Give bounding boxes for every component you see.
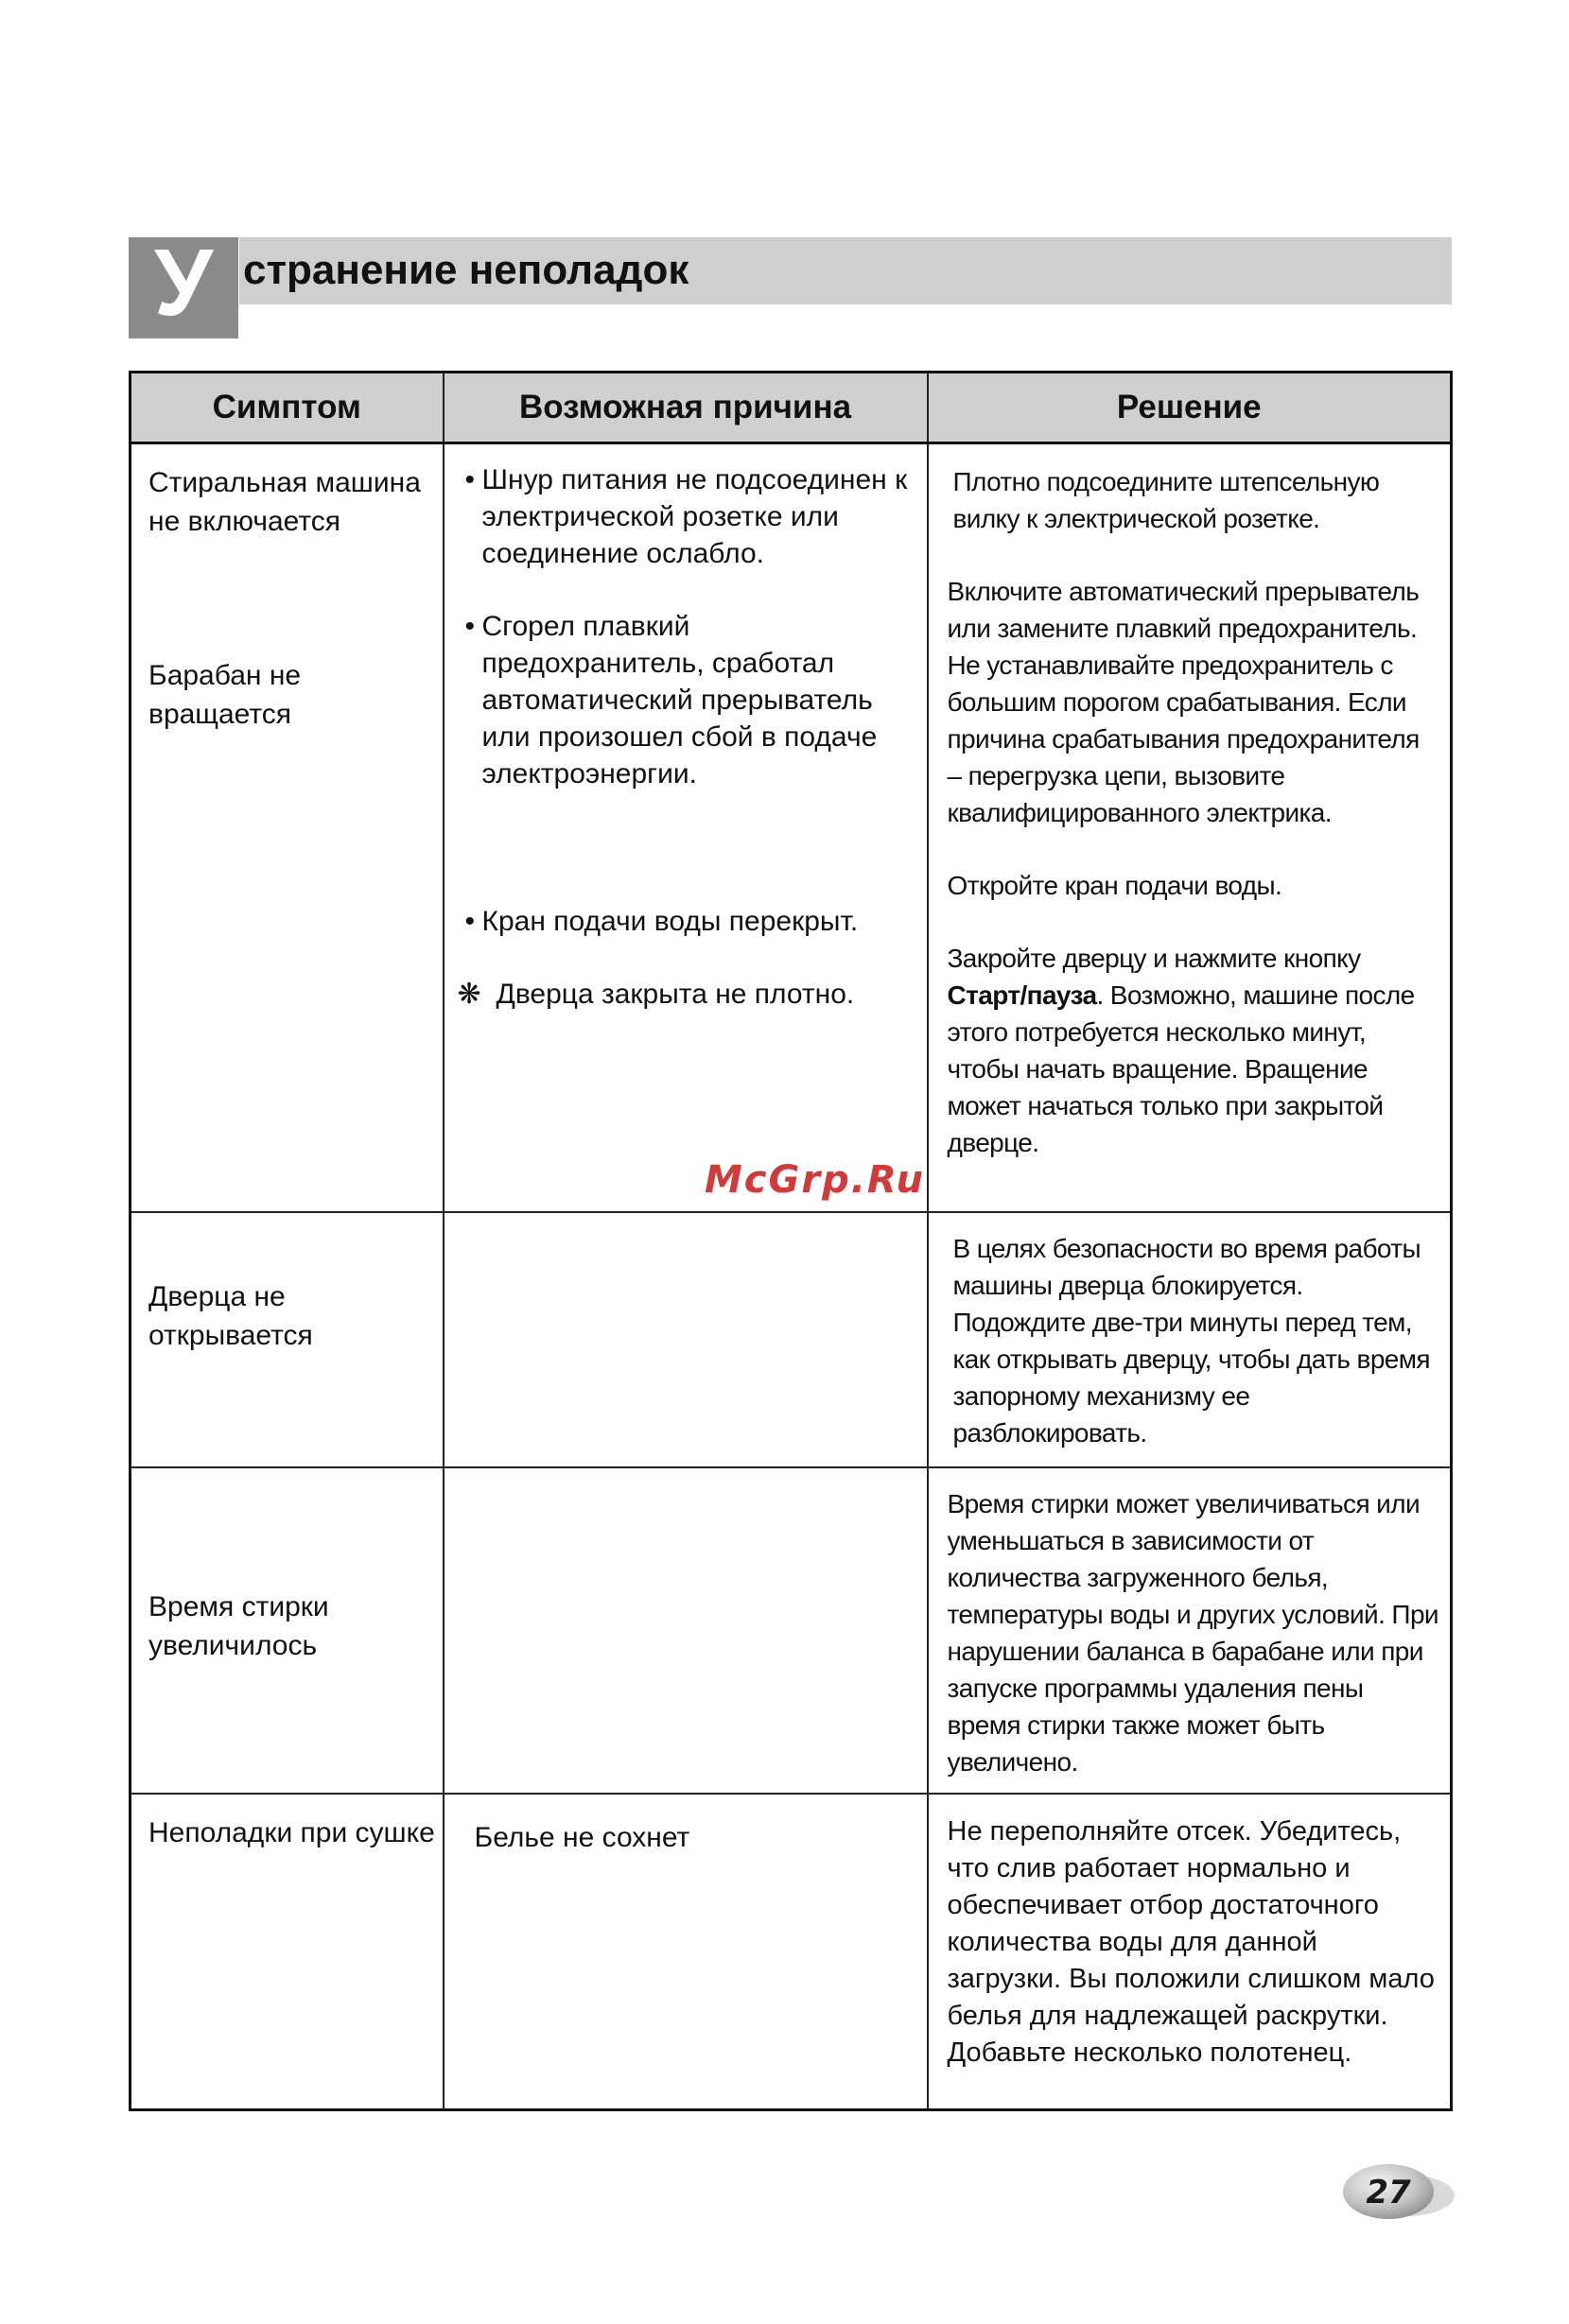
solution-text: Включите автоматический прерыватель или замените плавкий предохранитель. Не устанавливайте предохранитель с большим порогом срабатывания. Если причина срабатывания предохранителя – перегрузка цепи, вызовите квалифицированного электрика. (947, 577, 1420, 827)
cause-cell (444, 443, 928, 1212)
page-number: 27 (1366, 2174, 1411, 2211)
symptom-cell (131, 1794, 444, 2110)
solution-text-part: . Возможно, машине после этого потребуется несколько минут, чтобы начать вращение. Вращение может начаться только при закрытой дверце. (947, 980, 1415, 1157)
watermark-text: McGrp.Ru (705, 1158, 925, 1202)
solution-text: Не переполняйте отсек. Убедитесь, что слив работает нормально и обеспечивает отбор достаточного количества воды для данной загрузки. Вы положили слишком мало белья для надлежащей раскрутки. Добавьте несколько полотенец. (947, 1815, 1435, 2068)
page-title: странение неполадок (243, 247, 689, 293)
symptom-text: Время стирки увеличилось (148, 1590, 329, 1661)
cause-text: Шнур питания не подсоединен к электрической розетке или соединение ослабло. (481, 464, 908, 569)
table-row (131, 443, 1452, 1212)
solution-cell (928, 1794, 1452, 2110)
page-number-badge (1339, 2160, 1457, 2223)
solution-text: Плотно подсоедините штепсельную вилку к электрической розетке. (952, 467, 1380, 533)
cause-text: Сгорел плавкий предохранитель, сработал автоматический прерыватель или произошел сбой в подаче электроэнергии. (481, 611, 878, 789)
solution-text-part: Закройте дверцу и нажмите кнопку (947, 944, 1361, 973)
cause-text: Белье не сохнет (474, 1821, 690, 1853)
symptom-text: Стиральная машина не включается (148, 467, 421, 537)
cause-cell (444, 1794, 928, 2110)
asterisk-icon: ❋ (457, 979, 481, 1010)
symptom-cell (131, 1467, 444, 1794)
symptom-text: Дверца не открывается (148, 1280, 313, 1351)
symptom-text: Барабан не вращается (148, 660, 302, 730)
bullet-icon: • (464, 611, 476, 642)
cause-item (445, 903, 927, 940)
symptom-cell (131, 443, 444, 1212)
solution-text: В целях безопасности во время работы машины дверца блокируется. Подождите две-три минуты перед тем, как открывать дверцу, чтобы дать время запорному механизму ее разблокировать. (952, 1233, 1430, 1448)
symptom-cell (131, 1212, 444, 1467)
cause-text: Дверца закрыта не плотно. (496, 979, 855, 1010)
column-header-solution: Решение (928, 373, 1452, 443)
cause-item (445, 461, 927, 572)
cause-item (445, 976, 927, 1013)
column-header-cause: Возможная причина (444, 373, 928, 443)
solution-cell (928, 1212, 1452, 1467)
cause-cell (444, 1467, 928, 1794)
cause-text: Кран подачи воды перекрыт. (481, 906, 859, 937)
solution-text: Время стирки может увеличиваться или уменьшаться в зависимости от количества загруженного белья, температуры воды и других условий. При нарушении баланса в барабане или при запуске программы удаления пены время стирки также может быть увеличено. (947, 1488, 1438, 1777)
table-header-row (131, 373, 1452, 443)
button-name-start-pause: Старт/пауза (947, 980, 1097, 1010)
column-header-symptom: Симптом (131, 373, 444, 443)
table-row (131, 1794, 1452, 2110)
table-row (131, 1212, 1452, 1467)
table-row (131, 1467, 1452, 1794)
solution-text: Откройте кран подачи воды. (947, 871, 1282, 900)
solution-text (929, 940, 1451, 1161)
cause-cell (444, 1212, 928, 1467)
troubleshooting-table (129, 371, 1453, 2111)
solution-cell (928, 443, 1452, 1212)
bullet-icon: • (464, 906, 476, 937)
symptom-text: Неполадки при сушке (148, 1816, 435, 1848)
solution-cell (928, 1467, 1452, 1794)
bullet-icon: • (464, 464, 476, 495)
header-letter: У (153, 230, 214, 336)
cause-item (445, 608, 927, 792)
